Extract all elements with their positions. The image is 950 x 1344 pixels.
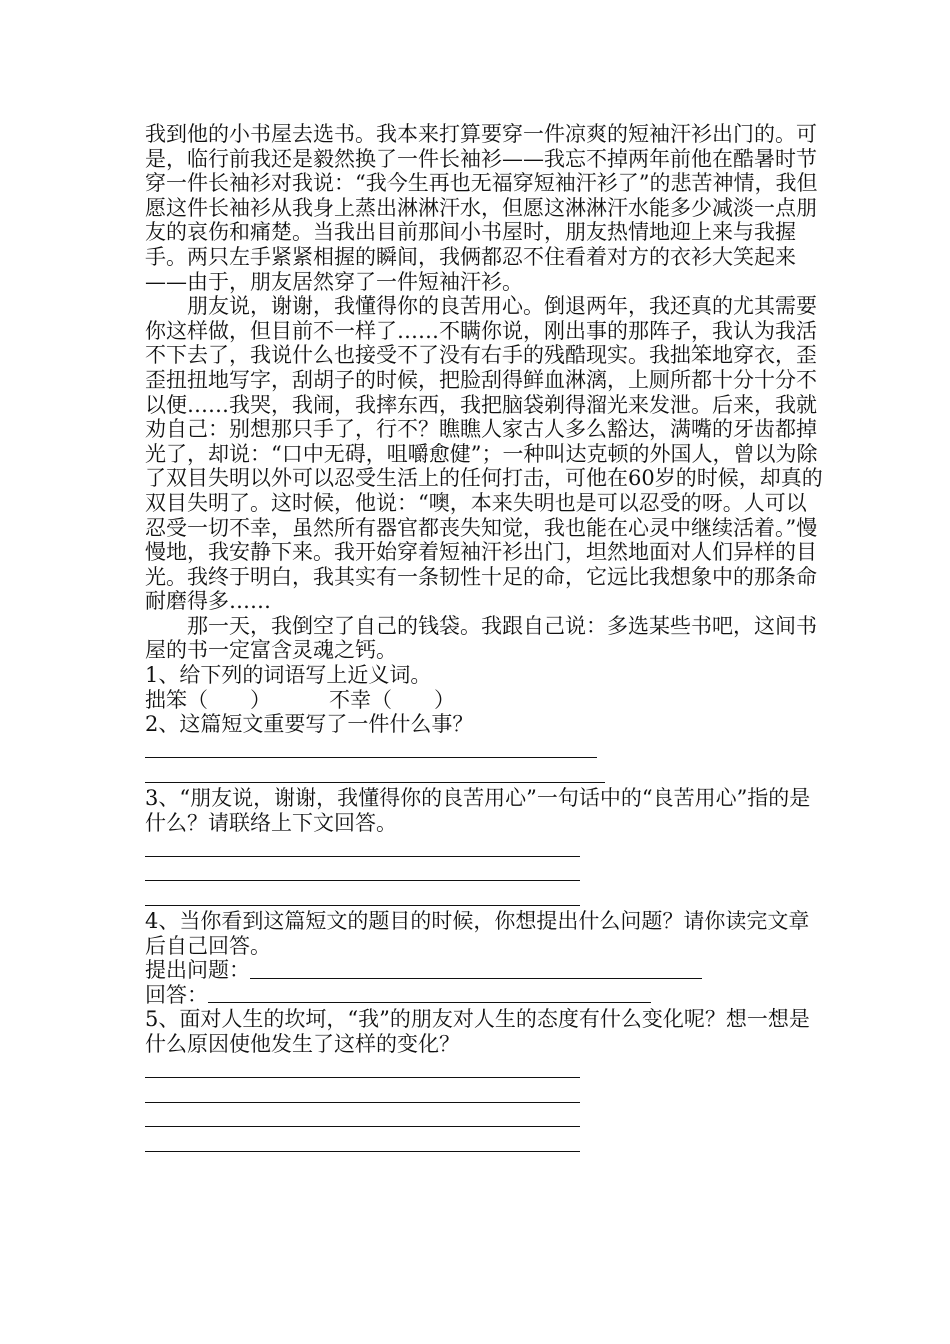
- ask-answer-line[interactable]: [250, 978, 702, 979]
- answer-line[interactable]: [145, 737, 825, 762]
- passage-paragraph-3: 那一天，我倒空了自己的钱袋。我跟自己说：多选某些书吧，这间书屋的书一定富含灵魂之钙。: [145, 613, 817, 663]
- question-4-answer-label: 回答：: [145, 982, 208, 1007]
- question-2-title: 2、这篇短文重要写了一件什么事？: [145, 712, 474, 737]
- answer-line[interactable]: [145, 1081, 825, 1106]
- question-4-ask-label: 提出问题：: [145, 958, 250, 983]
- answer-line[interactable]: [145, 1106, 825, 1131]
- answer-line[interactable]: [145, 884, 825, 909]
- question-5-title: 5、面对人生的坎坷，“我”的朋友对人生的态度有什么变化呢？想一想是什么原因使他发生了这样的变化？: [145, 1007, 810, 1056]
- question-4-title: 4、当你看到这篇短文的题目的时候，你想提出什么问题？请你读完文章后自己回答。: [145, 909, 810, 958]
- answer-answer-line[interactable]: [208, 1002, 651, 1003]
- worksheet-page: [145, 122, 825, 1155]
- question-1-word-2: 不幸（ ）: [329, 687, 455, 712]
- passage-paragraph-1: 我到他的小书屋去选书。我本来打算要穿一件凉爽的短袖汗衫出门的。可是，临行前我还是毅然换了一件长袖衫——我忘不掉两年前他在酷暑时节穿一件长袖衫对我说：“我今生再也无福穿短袖汗衫了”的悲苦神情，我但愿这件长袖衫从我身上蒸出淋淋汗水，但愿这淋淋汗水能多少减淡一点朋友的哀伤和痛楚。当我出目前那间小书屋时，朋友热情地迎上来与我握手。两只左手紧紧相握的瞬间，我俩都忍不住看着对方的衣衫大笑起来——由于，朋友居然穿了一件短袖汗衫。: [145, 122, 818, 294]
- question-1-word-1: 拙笨（ ）: [145, 687, 271, 712]
- question-1-title: 1、给下列的词语写上近义词。: [145, 663, 432, 688]
- answer-line[interactable]: [145, 761, 825, 786]
- passage-paragraph-2: 朋友说，谢谢，我懂得你的良苦用心。倒退两年，我还真的尤其需要你这样做，但目前不一样了……不瞒你说，刚出事的那阵子，我认为我活不下去了，我说什么也接受不了没有右手的残酷现实。我拙笨地穿衣，歪歪扭扭地写字，刮胡子的时候，把脸刮得鲜血淋漓，上厕所都十分十分不以便……我哭，我闹，我摔东西，我把脑袋剃得溜光来发泄。后来，我就劝自己：别想那只手了，行不？瞧瞧人家古人多么豁达，满嘴的牙齿都掉光了，却说：“口中无碍，咀嚼愈健”；一种叫达克顿的外国人，曾以为除了双目失明以外可以忍受生活上的任何打击，可他在60岁的时候，却真的双目失明了。这时候，他说：“噢，本来失明也是可以忍受的呀。人可以忍受一切不幸，虽然所有器官都丧失知觉，我也能在心灵中继续活着。”慢慢地，我安静下来。我开始穿着短袖汗衫出门，坦然地面对人们异样的目光。我终于明白，我其实有一条韧性十足的命，它远比我想象中的那条命耐磨得多……: [145, 294, 823, 614]
- question-4-ask-row: [145, 958, 825, 983]
- question-4-answer-row: [145, 983, 825, 1008]
- question-1-words: [145, 688, 825, 713]
- answer-line[interactable]: [145, 1057, 825, 1082]
- answer-line[interactable]: [145, 1130, 825, 1155]
- answer-line[interactable]: [145, 835, 825, 860]
- answer-line[interactable]: [145, 860, 825, 885]
- question-3-title: 3、“朋友说，谢谢，我懂得你的良苦用心”一句话中的“良苦用心”指的是什么？请联络上下文回答。: [145, 786, 811, 835]
